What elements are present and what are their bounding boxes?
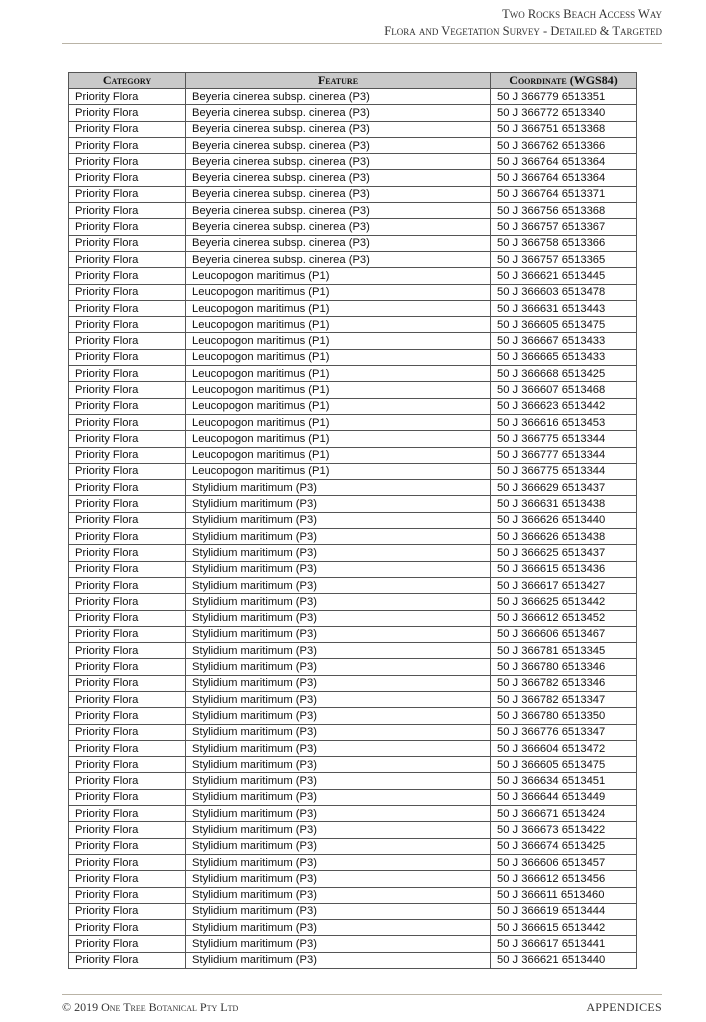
cell-feature: Beyeria cinerea subsp. cinerea (P3): [186, 105, 491, 121]
table-row: [69, 822, 637, 838]
table-row: [69, 789, 637, 805]
table-row: [69, 186, 637, 202]
cell-feature: Beyeria cinerea subsp. cinerea (P3): [186, 251, 491, 267]
cell-coordinate: 50 J 366625 6513437: [491, 545, 637, 561]
cell-category: Priority Flora: [69, 740, 186, 756]
cell-feature: Stylidium maritimum (P3): [186, 838, 491, 854]
cell-category: Priority Flora: [69, 431, 186, 447]
cell-coordinate: 50 J 366758 6513366: [491, 235, 637, 251]
cell-feature: Beyeria cinerea subsp. cinerea (P3): [186, 186, 491, 202]
table-row: [69, 480, 637, 496]
table-header-row: [69, 73, 637, 89]
cell-feature: Stylidium maritimum (P3): [186, 610, 491, 626]
table-row: [69, 757, 637, 773]
cell-feature: Beyeria cinerea subsp. cinerea (P3): [186, 219, 491, 235]
cell-category: Priority Flora: [69, 545, 186, 561]
cell-category: Priority Flora: [69, 268, 186, 284]
cell-category: Priority Flora: [69, 414, 186, 430]
table-row: [69, 121, 637, 137]
cell-coordinate: 50 J 366782 6513346: [491, 675, 637, 691]
table-row: [69, 708, 637, 724]
cell-category: Priority Flora: [69, 822, 186, 838]
table-row: [69, 463, 637, 479]
cell-coordinate: 50 J 366621 6513440: [491, 952, 637, 968]
cell-category: Priority Flora: [69, 480, 186, 496]
cell-feature: Stylidium maritimum (P3): [186, 594, 491, 610]
cell-feature: Leucopogon maritimus (P1): [186, 431, 491, 447]
cell-coordinate: 50 J 366674 6513425: [491, 838, 637, 854]
cell-feature: Stylidium maritimum (P3): [186, 724, 491, 740]
cell-category: Priority Flora: [69, 251, 186, 267]
cell-category: Priority Flora: [69, 936, 186, 952]
cell-category: Priority Flora: [69, 105, 186, 121]
table-row: [69, 594, 637, 610]
table-row: [69, 512, 637, 528]
cell-coordinate: 50 J 366775 6513344: [491, 431, 637, 447]
cell-coordinate: 50 J 366764 6513371: [491, 186, 637, 202]
cell-feature: Leucopogon maritimus (P1): [186, 349, 491, 365]
table-row: [69, 317, 637, 333]
cell-feature: Stylidium maritimum (P3): [186, 936, 491, 952]
table-row: [69, 349, 637, 365]
running-header: [384, 6, 662, 40]
cell-coordinate: 50 J 366780 6513350: [491, 708, 637, 724]
table-row: [69, 496, 637, 512]
cell-category: Priority Flora: [69, 170, 186, 186]
cell-coordinate: 50 J 366665 6513433: [491, 349, 637, 365]
cell-feature: Stylidium maritimum (P3): [186, 577, 491, 593]
table-row: [69, 610, 637, 626]
table-row: [69, 871, 637, 887]
table-row: [69, 398, 637, 414]
cell-category: Priority Flora: [69, 724, 186, 740]
cell-category: Priority Flora: [69, 708, 186, 724]
table-row: [69, 952, 637, 968]
cell-coordinate: 50 J 366611 6513460: [491, 887, 637, 903]
table-row: [69, 89, 637, 105]
table-row: [69, 170, 637, 186]
cell-feature: Stylidium maritimum (P3): [186, 757, 491, 773]
table-row: [69, 529, 637, 545]
column-header-coordinate: Coordinate (WGS84): [491, 73, 637, 89]
cell-category: Priority Flora: [69, 463, 186, 479]
cell-coordinate: 50 J 366673 6513422: [491, 822, 637, 838]
cell-feature: Beyeria cinerea subsp. cinerea (P3): [186, 203, 491, 219]
cell-coordinate: 50 J 366623 6513442: [491, 398, 637, 414]
table-row: [69, 251, 637, 267]
cell-coordinate: 50 J 366606 6513467: [491, 626, 637, 642]
header-project-title: Two Rocks Beach Access Way: [502, 7, 662, 21]
cell-category: Priority Flora: [69, 806, 186, 822]
cell-coordinate: 50 J 366780 6513346: [491, 659, 637, 675]
cell-feature: Leucopogon maritimus (P1): [186, 398, 491, 414]
cell-category: Priority Flora: [69, 757, 186, 773]
cell-coordinate: 50 J 366756 6513368: [491, 203, 637, 219]
table-row: [69, 920, 637, 936]
cell-category: Priority Flora: [69, 903, 186, 919]
cell-feature: Leucopogon maritimus (P1): [186, 300, 491, 316]
cell-coordinate: 50 J 366607 6513468: [491, 382, 637, 398]
cell-coordinate: 50 J 366762 6513366: [491, 137, 637, 153]
cell-coordinate: 50 J 366668 6513425: [491, 366, 637, 382]
table-row: [69, 903, 637, 919]
table-row: [69, 105, 637, 121]
cell-category: Priority Flora: [69, 496, 186, 512]
table-body: [69, 89, 637, 969]
table-row: [69, 366, 637, 382]
cell-coordinate: 50 J 366616 6513453: [491, 414, 637, 430]
cell-category: Priority Flora: [69, 89, 186, 105]
cell-coordinate: 50 J 366615 6513442: [491, 920, 637, 936]
cell-category: Priority Flora: [69, 447, 186, 463]
table-row: [69, 724, 637, 740]
table-row: [69, 203, 637, 219]
table-row: [69, 854, 637, 870]
cell-category: Priority Flora: [69, 610, 186, 626]
cell-category: Priority Flora: [69, 838, 186, 854]
table-row: [69, 626, 637, 642]
cell-feature: Stylidium maritimum (P3): [186, 708, 491, 724]
table-row: [69, 561, 637, 577]
cell-category: Priority Flora: [69, 643, 186, 659]
table-row: [69, 675, 637, 691]
cell-feature: Beyeria cinerea subsp. cinerea (P3): [186, 137, 491, 153]
cell-feature: Stylidium maritimum (P3): [186, 903, 491, 919]
cell-coordinate: 50 J 366781 6513345: [491, 643, 637, 659]
cell-coordinate: 50 J 366667 6513433: [491, 333, 637, 349]
cell-feature: Beyeria cinerea subsp. cinerea (P3): [186, 89, 491, 105]
cell-category: Priority Flora: [69, 773, 186, 789]
cell-coordinate: 50 J 366782 6513347: [491, 691, 637, 707]
table-row: [69, 431, 637, 447]
cell-category: Priority Flora: [69, 920, 186, 936]
column-header-feature: Feature: [186, 73, 491, 89]
cell-feature: Leucopogon maritimus (P1): [186, 382, 491, 398]
footer-copyright: © 2019 One Tree Botanical Pty Ltd: [62, 1000, 239, 1014]
cell-coordinate: 50 J 366619 6513444: [491, 903, 637, 919]
cell-coordinate: 50 J 366612 6513452: [491, 610, 637, 626]
cell-coordinate: 50 J 366775 6513344: [491, 463, 637, 479]
cell-feature: Beyeria cinerea subsp. cinerea (P3): [186, 170, 491, 186]
cell-feature: Beyeria cinerea subsp. cinerea (P3): [186, 235, 491, 251]
cell-coordinate: 50 J 366605 6513475: [491, 317, 637, 333]
cell-category: Priority Flora: [69, 137, 186, 153]
table-row: [69, 691, 637, 707]
cell-category: Priority Flora: [69, 121, 186, 137]
cell-feature: Stylidium maritimum (P3): [186, 529, 491, 545]
table-row: [69, 643, 637, 659]
table-row: [69, 414, 637, 430]
table-row: [69, 333, 637, 349]
cell-coordinate: 50 J 366626 6513440: [491, 512, 637, 528]
cell-category: Priority Flora: [69, 952, 186, 968]
cell-coordinate: 50 J 366604 6513472: [491, 740, 637, 756]
cell-coordinate: 50 J 366621 6513445: [491, 268, 637, 284]
cell-coordinate: 50 J 366671 6513424: [491, 806, 637, 822]
cell-coordinate: 50 J 366606 6513457: [491, 854, 637, 870]
table-row: [69, 659, 637, 675]
cell-coordinate: 50 J 366605 6513475: [491, 757, 637, 773]
table-row: [69, 137, 637, 153]
cell-category: Priority Flora: [69, 789, 186, 805]
cell-feature: Leucopogon maritimus (P1): [186, 366, 491, 382]
cell-feature: Stylidium maritimum (P3): [186, 480, 491, 496]
table-row: [69, 936, 637, 952]
cell-category: Priority Flora: [69, 317, 186, 333]
table-row: [69, 545, 637, 561]
cell-coordinate: 50 J 366626 6513438: [491, 529, 637, 545]
cell-coordinate: 50 J 366779 6513351: [491, 89, 637, 105]
cell-coordinate: 50 J 366603 6513478: [491, 284, 637, 300]
cell-category: Priority Flora: [69, 512, 186, 528]
cell-feature: Stylidium maritimum (P3): [186, 512, 491, 528]
column-header-category: Category: [69, 73, 186, 89]
header-report-title: Flora and Vegetation Survey - Detailed & Targeted: [384, 24, 662, 38]
table-row: [69, 219, 637, 235]
cell-category: Priority Flora: [69, 333, 186, 349]
table-row: [69, 382, 637, 398]
cell-coordinate: 50 J 366764 6513364: [491, 170, 637, 186]
cell-feature: Leucopogon maritimus (P1): [186, 317, 491, 333]
cell-category: Priority Flora: [69, 154, 186, 170]
cell-category: Priority Flora: [69, 300, 186, 316]
table-row: [69, 577, 637, 593]
cell-coordinate: 50 J 366612 6513456: [491, 871, 637, 887]
cell-feature: Leucopogon maritimus (P1): [186, 268, 491, 284]
cell-coordinate: 50 J 366617 6513441: [491, 936, 637, 952]
cell-feature: Stylidium maritimum (P3): [186, 659, 491, 675]
cell-category: Priority Flora: [69, 366, 186, 382]
cell-feature: Stylidium maritimum (P3): [186, 789, 491, 805]
cell-coordinate: 50 J 366757 6513365: [491, 251, 637, 267]
cell-feature: Stylidium maritimum (P3): [186, 691, 491, 707]
cell-category: Priority Flora: [69, 349, 186, 365]
table-row: [69, 235, 637, 251]
cell-coordinate: 50 J 366631 6513438: [491, 496, 637, 512]
cell-category: Priority Flora: [69, 887, 186, 903]
cell-feature: Stylidium maritimum (P3): [186, 626, 491, 642]
cell-category: Priority Flora: [69, 561, 186, 577]
cell-coordinate: 50 J 366776 6513347: [491, 724, 637, 740]
cell-coordinate: 50 J 366772 6513340: [491, 105, 637, 121]
cell-category: Priority Flora: [69, 219, 186, 235]
table-row: [69, 447, 637, 463]
cell-category: Priority Flora: [69, 594, 186, 610]
cell-category: Priority Flora: [69, 398, 186, 414]
footer-rule: [62, 994, 662, 995]
cell-feature: Stylidium maritimum (P3): [186, 545, 491, 561]
cell-feature: Stylidium maritimum (P3): [186, 887, 491, 903]
cell-category: Priority Flora: [69, 186, 186, 202]
cell-coordinate: 50 J 366615 6513436: [491, 561, 637, 577]
cell-feature: Stylidium maritimum (P3): [186, 952, 491, 968]
cell-feature: Beyeria cinerea subsp. cinerea (P3): [186, 154, 491, 170]
cell-coordinate: 50 J 366631 6513443: [491, 300, 637, 316]
cell-coordinate: 50 J 366617 6513427: [491, 577, 637, 593]
cell-feature: Stylidium maritimum (P3): [186, 920, 491, 936]
table-row: [69, 887, 637, 903]
cell-category: Priority Flora: [69, 284, 186, 300]
cell-feature: Leucopogon maritimus (P1): [186, 333, 491, 349]
cell-coordinate: 50 J 366644 6513449: [491, 789, 637, 805]
cell-coordinate: 50 J 366634 6513451: [491, 773, 637, 789]
cell-feature: Stylidium maritimum (P3): [186, 871, 491, 887]
cell-feature: Stylidium maritimum (P3): [186, 496, 491, 512]
cell-category: Priority Flora: [69, 659, 186, 675]
cell-feature: Stylidium maritimum (P3): [186, 773, 491, 789]
table-row: [69, 806, 637, 822]
cell-coordinate: 50 J 366629 6513437: [491, 480, 637, 496]
cell-category: Priority Flora: [69, 854, 186, 870]
cell-category: Priority Flora: [69, 691, 186, 707]
cell-coordinate: 50 J 366764 6513364: [491, 154, 637, 170]
cell-feature: Stylidium maritimum (P3): [186, 822, 491, 838]
cell-feature: Stylidium maritimum (P3): [186, 561, 491, 577]
cell-category: Priority Flora: [69, 675, 186, 691]
table-row: [69, 154, 637, 170]
cell-feature: Leucopogon maritimus (P1): [186, 463, 491, 479]
header-rule: [62, 43, 662, 44]
cell-feature: Stylidium maritimum (P3): [186, 854, 491, 870]
cell-category: Priority Flora: [69, 529, 186, 545]
flora-coordinates-table: [68, 72, 637, 969]
cell-coordinate: 50 J 366757 6513367: [491, 219, 637, 235]
cell-feature: Stylidium maritimum (P3): [186, 740, 491, 756]
table-row: [69, 740, 637, 756]
cell-feature: Stylidium maritimum (P3): [186, 806, 491, 822]
cell-category: Priority Flora: [69, 871, 186, 887]
cell-coordinate: 50 J 366625 6513442: [491, 594, 637, 610]
cell-category: Priority Flora: [69, 382, 186, 398]
table-row: [69, 284, 637, 300]
cell-feature: Stylidium maritimum (P3): [186, 643, 491, 659]
table-row: [69, 773, 637, 789]
table-row: [69, 838, 637, 854]
cell-feature: Beyeria cinerea subsp. cinerea (P3): [186, 121, 491, 137]
cell-feature: Leucopogon maritimus (P1): [186, 447, 491, 463]
footer-section-label: APPENDICES: [586, 1000, 662, 1014]
table-row: [69, 300, 637, 316]
table-row: [69, 268, 637, 284]
cell-feature: Leucopogon maritimus (P1): [186, 284, 491, 300]
cell-coordinate: 50 J 366777 6513344: [491, 447, 637, 463]
cell-category: Priority Flora: [69, 626, 186, 642]
cell-category: Priority Flora: [69, 577, 186, 593]
cell-category: Priority Flora: [69, 235, 186, 251]
cell-coordinate: 50 J 366751 6513368: [491, 121, 637, 137]
cell-feature: Stylidium maritimum (P3): [186, 675, 491, 691]
cell-category: Priority Flora: [69, 203, 186, 219]
cell-feature: Leucopogon maritimus (P1): [186, 414, 491, 430]
